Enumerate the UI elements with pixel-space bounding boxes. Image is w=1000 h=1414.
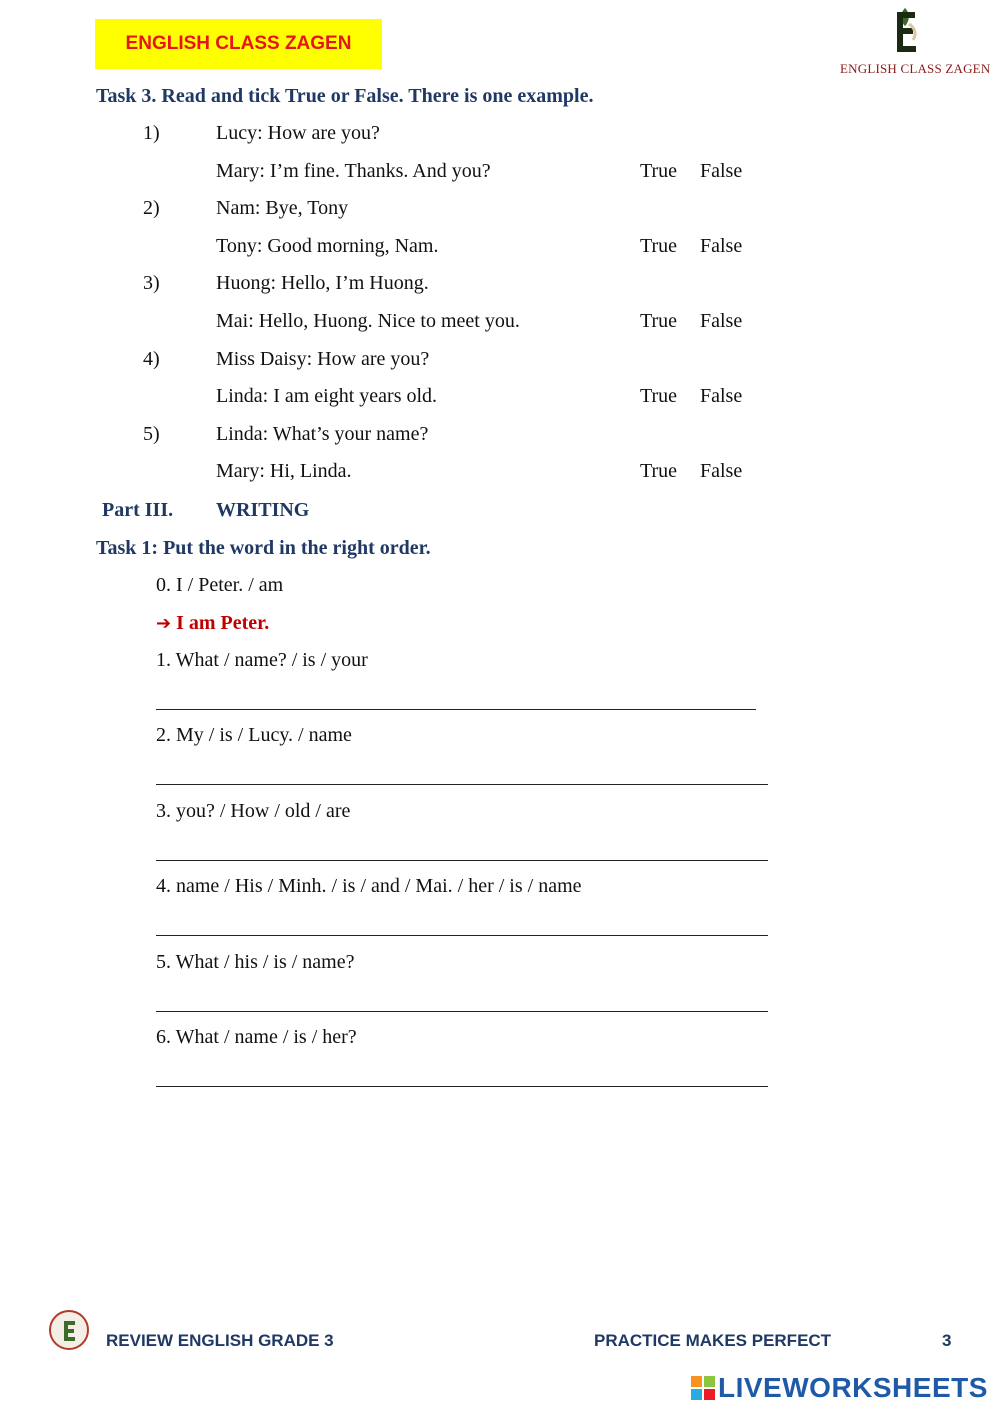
task1-question: 6. What / name / is / her? [156, 1026, 357, 1048]
false-option[interactable]: False [700, 234, 743, 257]
false-option[interactable]: False [700, 385, 743, 408]
logo [840, 4, 991, 76]
task1-example-answer [156, 612, 269, 635]
task1-title: Task 1: Put the word in the right order. [96, 537, 431, 559]
logo-text: ENGLISH CLASS ZAGEN [840, 61, 991, 76]
example-answer-text: I am Peter. [176, 612, 270, 634]
task3-title: Task 3. Read and tick True or False. There is one example. [96, 85, 594, 107]
false-option[interactable]: False [700, 310, 743, 332]
false-option[interactable]: False [700, 460, 743, 483]
part3-title: WRITING [216, 499, 310, 521]
liveworksheets-logo-icon [690, 1375, 716, 1401]
task3-item-number: 4) [143, 347, 160, 370]
school-seal-icon [49, 1310, 89, 1350]
task3-item-number: 5) [143, 422, 160, 445]
task3-item-line2: Linda: I am eight years old. [216, 385, 438, 408]
footer-left: REVIEW ENGLISH GRADE 3 [106, 1331, 334, 1350]
answer-line[interactable] [156, 1011, 768, 1012]
true-option[interactable]: True [640, 159, 678, 182]
answer-line[interactable] [156, 1086, 768, 1087]
task1-example: 0. I / Peter. / am [156, 574, 284, 596]
false-option[interactable]: False [700, 159, 743, 182]
liveworksheets-text: LIVEWORKSHEETS [718, 1372, 988, 1403]
task1-question: 3. you? / How / old / are [156, 799, 351, 822]
task3-item-line2: Mary: Hi, Linda. [216, 460, 352, 483]
true-option[interactable]: True [640, 234, 678, 257]
arrow-right-icon: ➔ [156, 613, 172, 634]
task3-item-line1: Nam: Bye, Tony [216, 197, 349, 220]
task1-question: 5. What / his / is / name? [156, 950, 355, 973]
header-banner [95, 19, 382, 69]
task3-item-line1: Linda: What’s your name? [216, 422, 429, 445]
true-option[interactable]: True [640, 385, 678, 408]
footer-center: PRACTICE MAKES PERFECT [594, 1331, 832, 1350]
answer-line[interactable] [156, 860, 768, 861]
task3-item-line1: Lucy: How are you? [216, 122, 380, 144]
page-number: 3 [942, 1331, 952, 1350]
answer-line[interactable] [156, 709, 756, 710]
task3-item-number: 1) [143, 122, 160, 144]
task3-item-number: 3) [143, 272, 160, 295]
true-option[interactable]: True [640, 460, 678, 483]
answer-line[interactable] [156, 935, 768, 936]
task3-item-line2: Mary: I’m fine. Thanks. And you? [216, 159, 491, 182]
task1-question: 4. name / His / Minh. / is / and / Mai. / her / is / name [156, 875, 582, 898]
logo-e-icon [885, 4, 925, 54]
task3-item-number: 2) [143, 197, 160, 220]
liveworksheets-brand[interactable] [690, 1372, 988, 1404]
part3-label: Part III. [102, 499, 174, 521]
answer-line[interactable] [156, 784, 768, 785]
task3-item-line1: Miss Daisy: How are you? [216, 347, 430, 370]
task3-item-line2: Mai: Hello, Huong. Nice to meet you. [216, 310, 520, 332]
true-option[interactable]: True [640, 310, 678, 332]
banner-title: ENGLISH CLASS ZAGEN [125, 33, 352, 54]
task1-question: 1. What / name? / is / your [156, 649, 368, 671]
task1-question: 2. My / is / Lucy. / name [156, 724, 352, 747]
task3-item-line2: Tony: Good morning, Nam. [216, 234, 439, 257]
task3-item-line1: Huong: Hello, I’m Huong. [216, 272, 429, 295]
